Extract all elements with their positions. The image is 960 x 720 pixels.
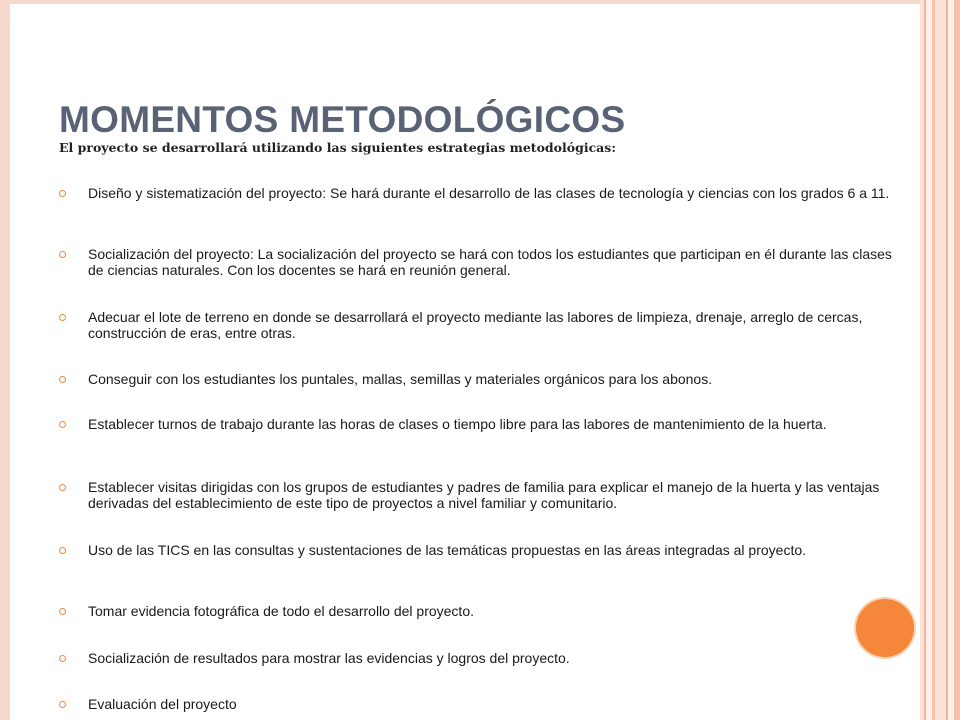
bullet-marker-icon [59,701,66,708]
bullet-item [59,696,909,712]
bullet-text: Evaluación del proyecto [88,696,237,712]
bullet-item [59,185,909,201]
bullet-marker-icon [59,655,66,662]
bullet-item [59,479,909,511]
slide-subtitle: El proyecto se desarrollará utilizando las siguientes estrategias metodológicas: [59,140,616,155]
bullet-text: Conseguir con los estudiantes los puntales, mallas, semillas y materiales orgánicos para los abonos. [88,371,713,387]
bullet-item [59,416,909,432]
bullet-item [59,371,909,387]
bullet-text: Tomar evidencia fotográfica de todo el desarrollo del proyecto. [88,603,474,619]
bullet-text: Socialización de resultados para mostrar las evidencias y logros del proyecto. [88,650,570,666]
slide-frame-left [0,0,10,720]
bullet-marker-icon [59,190,66,197]
bullet-item [59,542,909,558]
bullet-text: Diseño y sistematización del proyecto: Se hará durante el desarrollo de las clases de tecnología y ciencias con los grados 6 a 11. [88,185,890,201]
bullet-item [59,246,909,278]
bullet-item [59,650,909,666]
slide-title: MOMENTOS METODOLÓGICOS [59,99,626,140]
bullet-marker-icon [59,421,66,428]
decorative-stripes [920,0,960,720]
bullet-text: Socialización del proyecto: La socialización del proyecto se hará con todos los estudiantes que participan en él durante las clases de ciencias naturales. Con los docentes se hará en reunión general. [88,246,892,278]
bullet-marker-icon [59,376,66,383]
bullet-text: Establecer turnos de trabajo durante las horas de clases o tiempo libre para las labores de mantenimiento de la huerta. [88,416,827,432]
bullet-marker-icon [59,251,66,258]
bullet-text: Uso de las TICS en las consultas y sustentaciones de las temáticas propuestas en las áreas integradas al proyecto. [88,542,807,558]
bullet-marker-icon [59,608,66,615]
bullet-item [59,603,909,619]
bullet-item [59,309,909,341]
bullet-marker-icon [59,314,66,321]
bullet-marker-icon [59,547,66,554]
bullet-text: Establecer visitas dirigidas con los grupos de estudiantes y padres de familia para explicar el manejo de la huerta y las ventajas derivadas del establecimiento de este tipo de proyectos a nivel familiar y comunitario. [88,479,880,511]
bullet-text: Adecuar el lote de terreno en donde se desarrollará el proyecto mediante las labores de limpieza, drenaje, arreglo de cercas, construcción de eras, entre otras. [88,309,863,341]
bullet-marker-icon [59,484,66,491]
